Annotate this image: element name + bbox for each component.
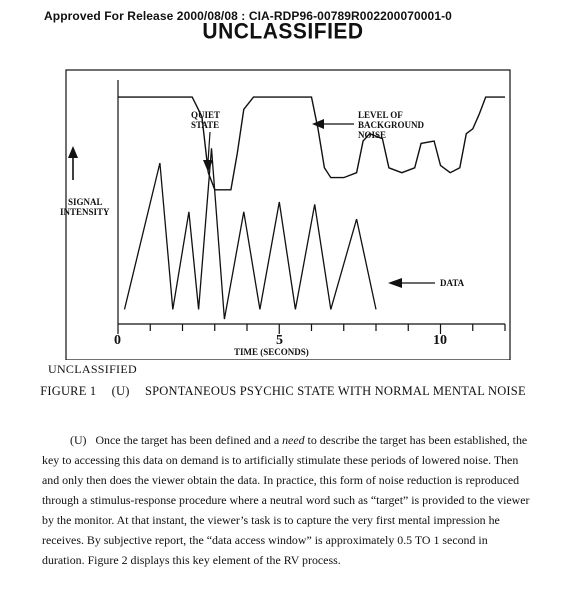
classification-top: UNCLASSIFIED xyxy=(202,19,364,44)
background-noise-label-3: NOISE xyxy=(358,130,387,140)
release-header: Approved For Release 2000/08/08 : CIA-RDP96-00789R002200070001-0 xyxy=(44,9,452,23)
figure-caption xyxy=(0,384,566,399)
data-curve xyxy=(125,148,377,319)
background-noise-label: LEVEL OF xyxy=(358,110,403,120)
signal-label: SIGNAL xyxy=(68,197,103,207)
data-arrow xyxy=(388,278,435,288)
tick-label-0: 0 xyxy=(114,333,121,348)
data-label: DATA xyxy=(440,278,465,288)
time-axis-label: TIME (SECONDS) xyxy=(234,347,309,357)
body-paragraph xyxy=(42,430,532,570)
caption-tag: (U) xyxy=(111,384,130,398)
tick-label-5: 5 xyxy=(276,333,283,348)
caption-text: SPONTANEOUS PSYCHIC STATE WITH NORMAL MENTAL NOISE xyxy=(144,384,526,398)
paragraph-marker: (U) xyxy=(70,433,87,447)
figure-number: FIGURE 1 xyxy=(40,384,97,398)
emphasized-word: need xyxy=(282,433,305,447)
figure-frame xyxy=(66,70,510,360)
intensity-label: INTENSITY xyxy=(60,207,110,217)
background-noise-label-2: BACKGROUND xyxy=(358,120,425,130)
paragraph-part-1: Once the target has been defined and a xyxy=(95,433,283,447)
paragraph-part-2: to describe the target has been established, the key to accessing this data on demand is to artificially stimulate these periods of lowered noise. Then and only then does the viewer obtain the data. In practice, this form of noise reduction is reproduced through a stimulus-response procedure where a neutral word such as “target” is provided to the viewer by the monitor. At that instant, the viewer’s task is to capture the very first mental impression he receives. By subjective report, the “data access window” is approximately 0.5 TO 1 second in duration. Figure 2 displays this key element of the RV process. xyxy=(42,433,530,567)
quiet-state-label-2: STATE xyxy=(191,120,220,130)
tick-label-10: 10 xyxy=(433,333,447,348)
signal-up-arrow xyxy=(68,146,78,180)
background-noise-curve xyxy=(118,97,505,190)
quiet-state-label: QUIET xyxy=(191,110,221,120)
classification-bottom: UNCLASSIFIED xyxy=(48,362,137,376)
